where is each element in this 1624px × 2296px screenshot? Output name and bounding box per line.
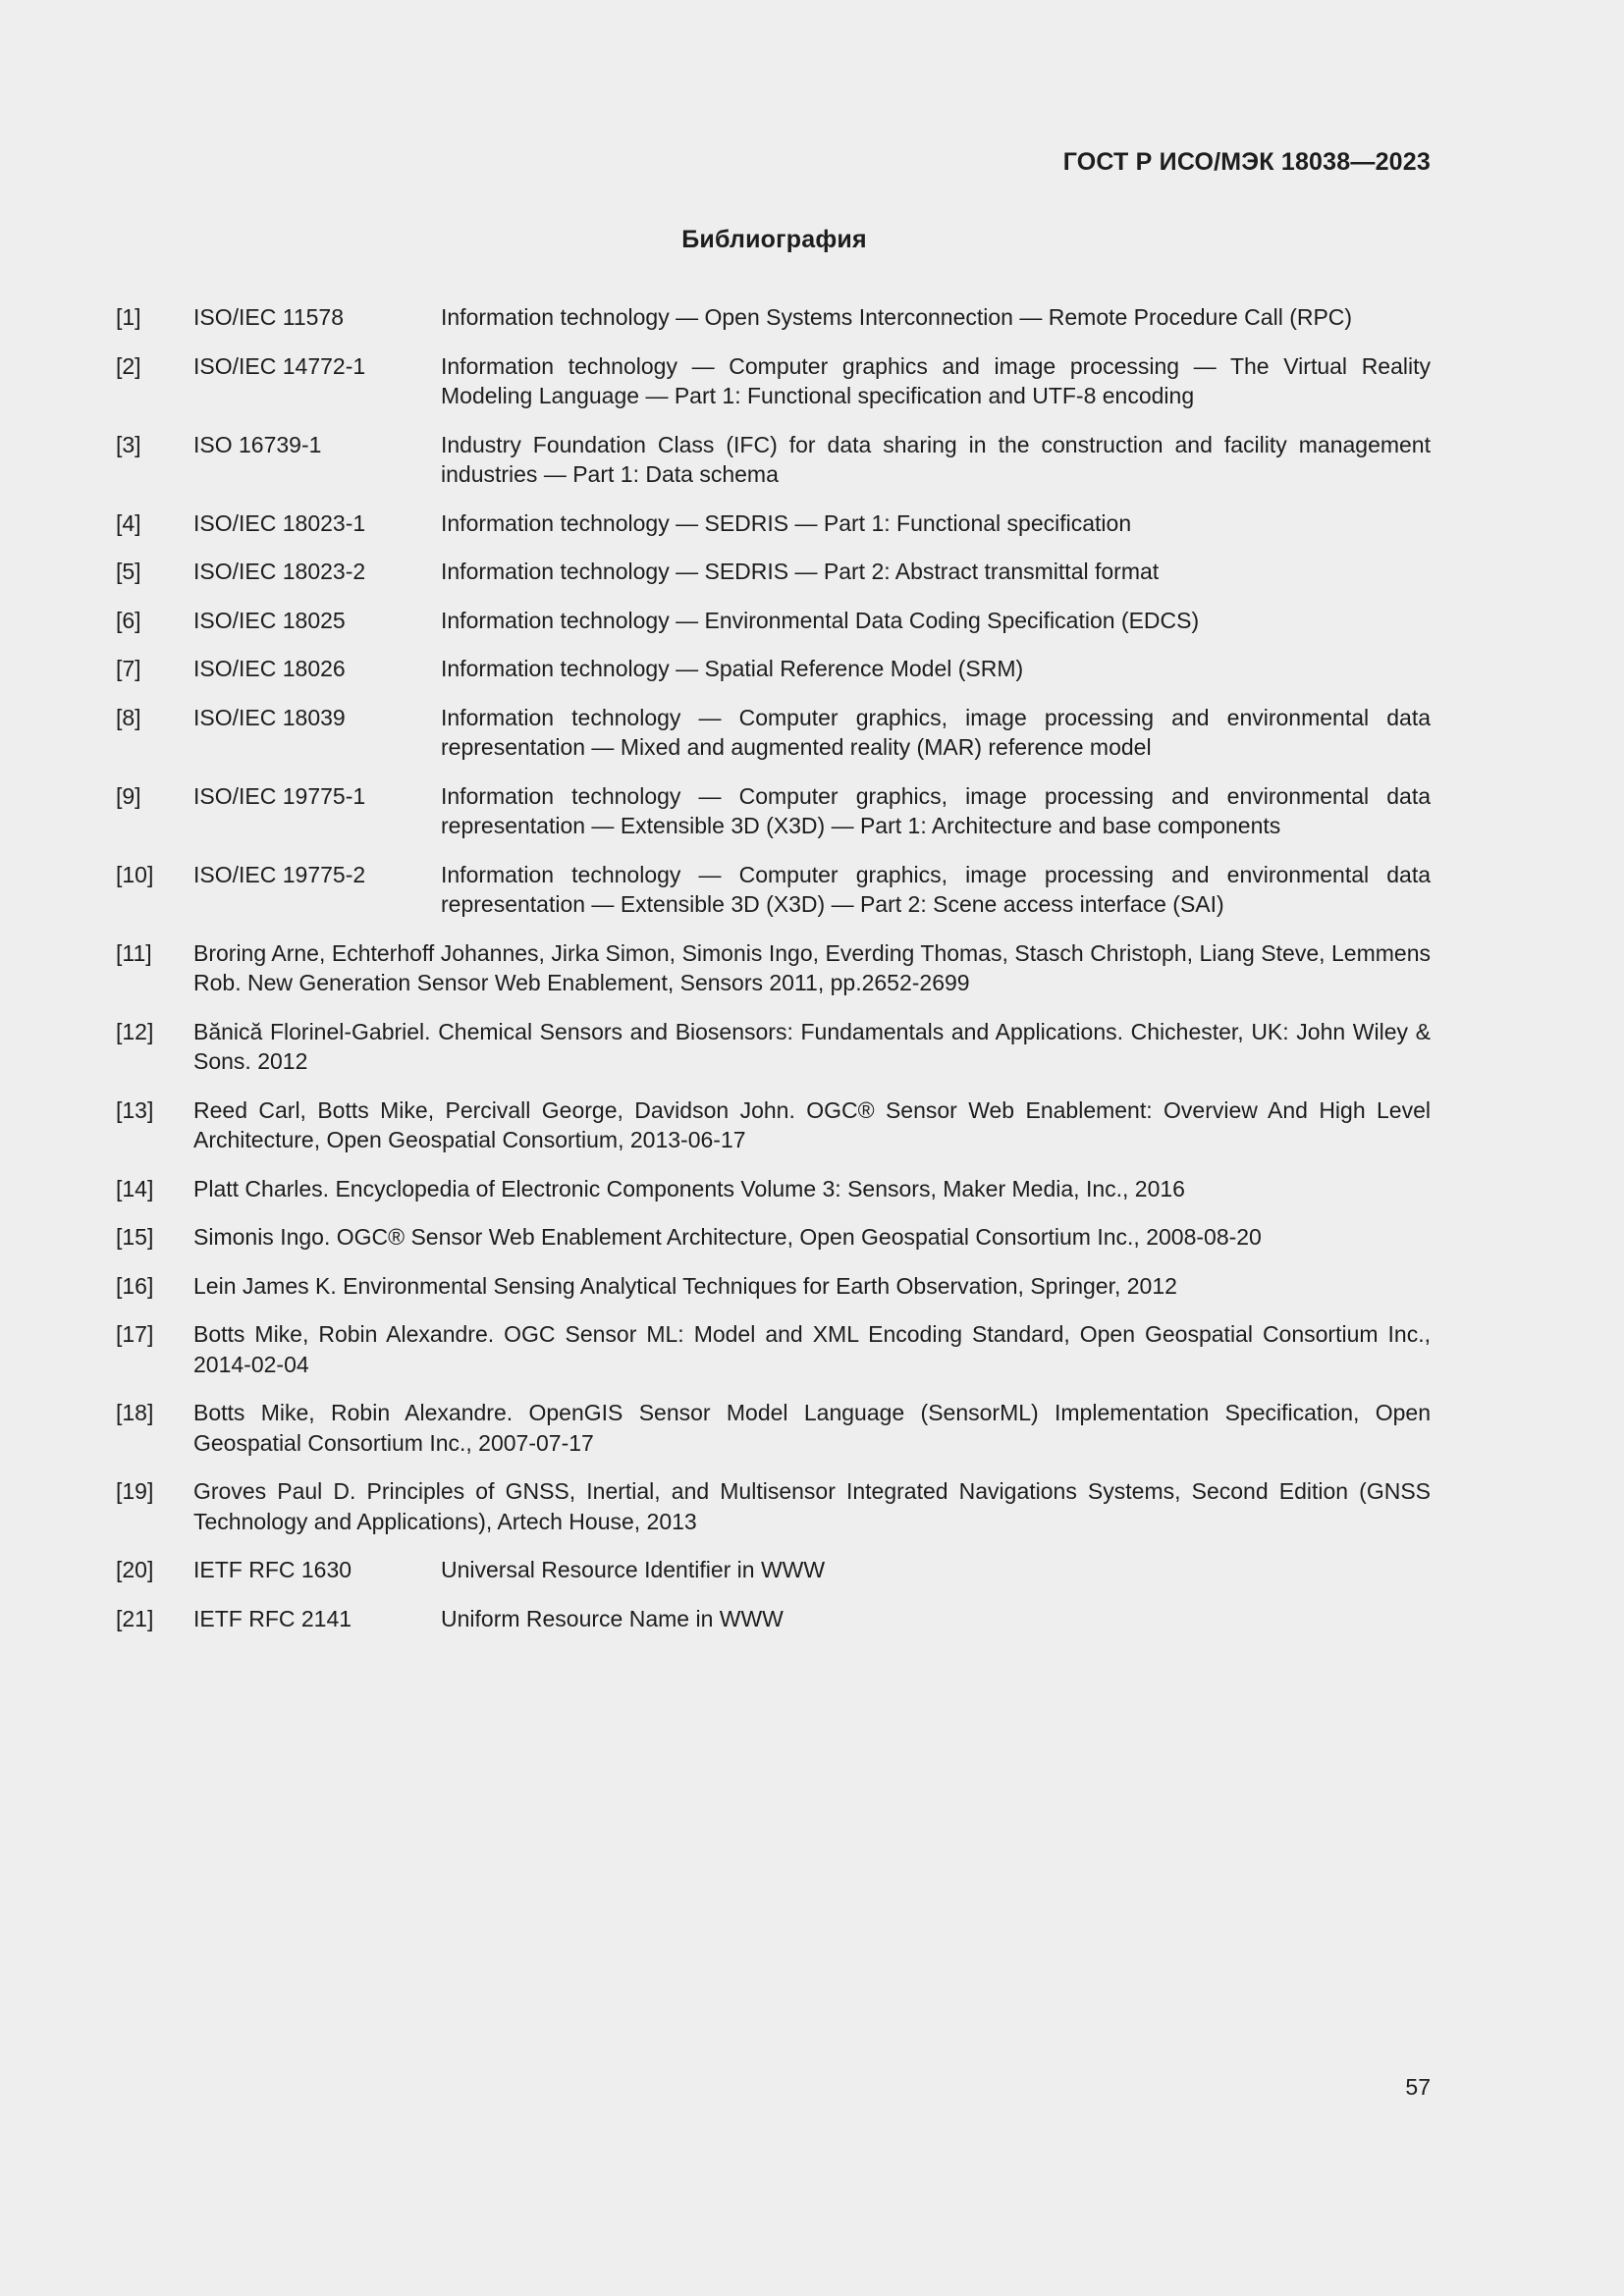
entry-citation: Bănică Florinel-Gabriel. Chemical Sensors and Biosensors: Fundamentals and Applications. Chichester, UK: John Wiley & Sons. 2012: [193, 1018, 1431, 1074]
entry-standard-code: ISO/IEC 14772-1: [193, 352, 366, 379]
entry-number: [18]: [116, 1400, 154, 1425]
entry-number: [7]: [116, 656, 141, 681]
entry-number: [10]: [116, 861, 154, 887]
entry-standard-code: ISO/IEC 18025: [193, 607, 346, 633]
document-code-header: ГОСТ Р ИСО/МЭК 18038—2023: [1062, 148, 1431, 176]
bibliography-list: [116, 302, 1431, 1652]
bibliography-entry: [116, 860, 1431, 920]
entry-title: Universal Resource Identifier in WWW: [441, 1557, 826, 1582]
entry-number: [5]: [116, 559, 141, 584]
entry-number: [3]: [116, 431, 141, 457]
bibliography-entry: [116, 508, 1431, 539]
bibliography-entry: [116, 1017, 1431, 1077]
bibliography-entry: [116, 1174, 1431, 1204]
entry-number: [14]: [116, 1175, 154, 1201]
bibliography-entry: [116, 1476, 1431, 1536]
entry-number: [8]: [116, 704, 141, 730]
entry-title: Uniform Resource Name in WWW: [441, 1605, 784, 1631]
entry-number: [15]: [116, 1224, 154, 1250]
bibliography-entry: [116, 1095, 1431, 1155]
bibliography-entry: [116, 557, 1431, 587]
bibliography-entry: [116, 1271, 1431, 1302]
bibliography-entry: [116, 1222, 1431, 1253]
bibliography-entry: [116, 654, 1431, 684]
entry-standard-code: ISO/IEC 18023-1: [193, 509, 366, 536]
entry-number: [16]: [116, 1272, 154, 1299]
entry-standard-code: ISO/IEC 11578: [193, 304, 344, 330]
entry-title: Information technology — Computer graphics, image processing and environmental data representation — Extensible 3D (X3D) — Part 2: Scene access interface (SAI): [441, 861, 1431, 917]
entry-citation: Simonis Ingo. OGC® Sensor Web Enablement Architecture, Open Geospatial Consortium Inc., 2008-08-20: [193, 1224, 1262, 1250]
entry-number: [20]: [116, 1557, 154, 1582]
bibliography-entry: [116, 1319, 1431, 1379]
bibliography-entry: [116, 781, 1431, 841]
entry-standard-code: ISO/IEC 18023-2: [193, 559, 366, 584]
entry-number: [13]: [116, 1096, 154, 1123]
entry-title: Information technology — Open Systems Interconnection — Remote Procedure Call (RPC): [441, 304, 1353, 330]
page-number: 57: [1405, 2074, 1431, 2100]
entry-number: [12]: [116, 1018, 154, 1044]
entry-citation: Groves Paul D. Principles of GNSS, Inertial, and Multisensor Integrated Navigations Systems, Second Edition (GNSS Technology and Applications), Artech House, 2013: [193, 1478, 1431, 1534]
entry-standard-code: IETF RFC 2141: [193, 1605, 352, 1631]
entry-title: Information technology — Spatial Reference Model (SRM): [441, 656, 1024, 681]
bibliography-entry: [116, 351, 1431, 411]
entry-title: Information technology — Computer graphics and image processing — The Virtual Reality Modeling Language — Part 1: Functional specification and UTF-8 encoding: [441, 352, 1431, 408]
entry-number: [1]: [116, 304, 141, 330]
entry-citation: Botts Mike, Robin Alexandre. OGC Sensor ML: Model and XML Encoding Standard, Open Geospatial Consortium Inc., 2014-02-04: [193, 1321, 1431, 1377]
entry-number: [11]: [116, 939, 152, 966]
section-title: Библиография: [681, 226, 867, 253]
bibliography-entry: [116, 1604, 1431, 1634]
entry-standard-code: ISO/IEC 18026: [193, 656, 346, 681]
bibliography-entry: [116, 302, 1431, 333]
bibliography-entry: [116, 1398, 1431, 1458]
bibliography-entry: [116, 606, 1431, 636]
entry-number: [6]: [116, 607, 141, 633]
entry-standard-code: ISO 16739-1: [193, 431, 322, 457]
entry-title: Information technology — Computer graphics, image processing and environmental data representation — Mixed and augmented reality (MAR) reference model: [441, 704, 1431, 760]
entry-title: Information technology — Computer graphics, image processing and environmental data representation — Extensible 3D (X3D) — Part 1: Architecture and base components: [441, 782, 1431, 838]
entry-number: [21]: [116, 1605, 154, 1631]
bibliography-entry: [116, 430, 1431, 490]
entry-number: [19]: [116, 1478, 154, 1504]
entry-citation: Reed Carl, Botts Mike, Percivall George, Davidson John. OGC® Sensor Web Enablement: Overview And High Level Architecture, Open Geospatial Consortium, 2013-06-17: [193, 1096, 1431, 1152]
entry-citation: Lein James K. Environmental Sensing Analytical Techniques for Earth Observation, Springer, 2012: [193, 1272, 1177, 1299]
bibliography-entry: [116, 703, 1431, 763]
entry-standard-code: ISO/IEC 19775-2: [193, 861, 366, 887]
bibliography-entry: [116, 1555, 1431, 1585]
bibliography-entry: [116, 938, 1431, 998]
entry-title: Information technology — SEDRIS — Part 2: Abstract transmittal format: [441, 559, 1160, 584]
entry-standard-code: ISO/IEC 19775-1: [193, 782, 366, 809]
entry-citation: Platt Charles. Encyclopedia of Electronic Components Volume 3: Sensors, Maker Media, Inc., 2016: [193, 1175, 1185, 1201]
entry-title: Information technology — Environmental Data Coding Specification (EDCS): [441, 607, 1200, 633]
entry-citation: Broring Arne, Echterhoff Johannes, Jirka Simon, Simonis Ingo, Everding Thomas, Stasch Christoph, Liang Steve, Lemmens Rob. New Generation Sensor Web Enablement, Sensors 2011, pp.2652-2699: [193, 939, 1431, 995]
entry-number: [17]: [116, 1321, 154, 1347]
entry-standard-code: IETF RFC 1630: [193, 1557, 352, 1582]
entry-number: [9]: [116, 782, 141, 809]
entry-title: Information technology — SEDRIS — Part 1: Functional specification: [441, 509, 1132, 536]
entry-citation: Botts Mike, Robin Alexandre. OpenGIS Sensor Model Language (SensorML) Implementation Specification, Open Geospatial Consortium Inc., 2007-07-17: [193, 1400, 1431, 1456]
entry-title: Industry Foundation Class (IFC) for data sharing in the construction and facility management industries — Part 1: Data schema: [441, 431, 1431, 487]
entry-number: [2]: [116, 352, 141, 379]
entry-number: [4]: [116, 509, 141, 536]
entry-standard-code: ISO/IEC 18039: [193, 704, 346, 730]
